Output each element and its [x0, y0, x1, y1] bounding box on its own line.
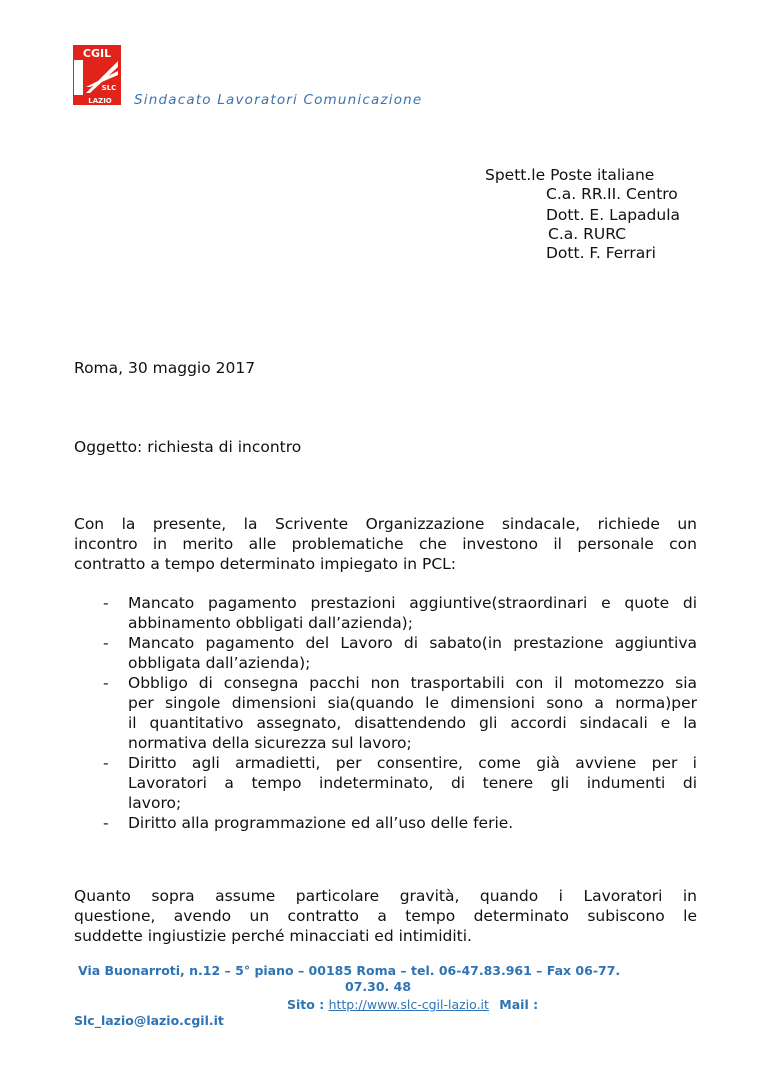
list-item: [74, 813, 697, 833]
svg-text:ROMA: ROMA: [86, 66, 94, 88]
paragraph-line: Quanto sopra assume particolare gravità, quando i Lavoratori in: [74, 887, 697, 905]
paragraph-line: Con la presente, la Scrivente Organizzazione sindacale, richiede un: [74, 515, 697, 533]
recipient-line: Spett.le Poste italiane: [485, 166, 655, 184]
footer-email[interactable]: Slc_lazio@lazio.cgil.it: [74, 1013, 224, 1028]
list-item: [74, 753, 697, 813]
list-item-line: Mancato pagamento del Lavoro di sabato(in prestazione aggiuntiva: [128, 634, 697, 652]
list-item-line: normativa della sicurezza sul lavoro;: [128, 734, 412, 752]
list-item-line: il quantitativo assegnato, disattendendo gli accordi sindacali e la: [128, 714, 697, 732]
svg-text:CGIL: CGIL: [82, 47, 112, 60]
recipient-line: Dott. E. Lapadula: [546, 206, 681, 224]
list-item: [74, 633, 697, 673]
list-item-line: Mancato pagamento prestazioni aggiuntive(straordinari e quote di: [128, 594, 697, 612]
list-item: [74, 673, 697, 753]
list-item-line: Lavoratori a tempo indeterminato, di tenere gli indumenti di: [128, 774, 697, 792]
list-item: [74, 593, 697, 633]
bullet-dash: -: [103, 634, 109, 652]
list-item-line: lavoro;: [128, 794, 182, 812]
bullet-dash: -: [103, 674, 109, 692]
bullet-dash: -: [103, 814, 109, 832]
letter-date: Roma, 30 maggio 2017: [74, 359, 256, 377]
list-item-line: Obbligo di consegna pacchi non trasportabili con il motomezzo sia: [128, 674, 697, 692]
paragraph-line: contratto a tempo determinato impiegato in PCL:: [74, 555, 457, 573]
site-label: Sito :: [287, 997, 325, 1012]
footer-site-line: [287, 997, 538, 1012]
cgil-logo-icon: [73, 45, 121, 105]
recipient-line: C.a. RR.II. Centro: [546, 185, 678, 203]
list-item-line: abbinamento obbligati dall’azienda);: [128, 614, 413, 632]
paragraph-line: questione, avendo un contratto a tempo determinato subiscono le: [74, 907, 697, 925]
letter-subject: Oggetto: richiesta di incontro: [74, 438, 302, 456]
recipient-line: Dott. F. Ferrari: [546, 244, 656, 262]
list-item-line: Diritto alla programmazione ed all’uso delle ferie.: [128, 814, 514, 832]
organization-name: Sindacato Lavoratori Comunicazione: [134, 92, 423, 108]
svg-text:LAZIO: LAZIO: [88, 97, 112, 105]
footer-address-cont: 07.30. 48: [345, 979, 412, 994]
mail-label: Mail :: [499, 997, 539, 1012]
cgil-slc-logo: [73, 45, 121, 105]
paragraph-line: incontro in merito alle problematiche che investono il personale con: [74, 535, 697, 553]
site-link[interactable]: http://www.slc-cgil-lazio.it: [328, 997, 489, 1012]
bullet-dash: -: [103, 754, 109, 772]
intro-paragraph: [74, 514, 697, 574]
svg-text:SLC: SLC: [101, 84, 117, 92]
list-item-line: Diritto agli armadietti, per consentire, come già avviene per i: [128, 754, 697, 772]
footer-address: Via Buonarroti, n.12 – 5° piano – 00185 Roma – tel. 06-47.83.961 – Fax 06-77.: [78, 963, 621, 978]
issue-list: [74, 593, 697, 833]
bullet-dash: -: [103, 594, 109, 612]
closing-paragraph: [74, 886, 697, 946]
paragraph-line: suddette ingiustizie perché minacciati ed intimiditi.: [74, 927, 472, 945]
recipient-line: C.a. RURC: [548, 225, 627, 243]
list-item-line: per singole dimensioni sia(quando le dimensioni sono a norma)per: [128, 694, 697, 712]
list-item-line: obbligata dall’azienda);: [128, 654, 311, 672]
